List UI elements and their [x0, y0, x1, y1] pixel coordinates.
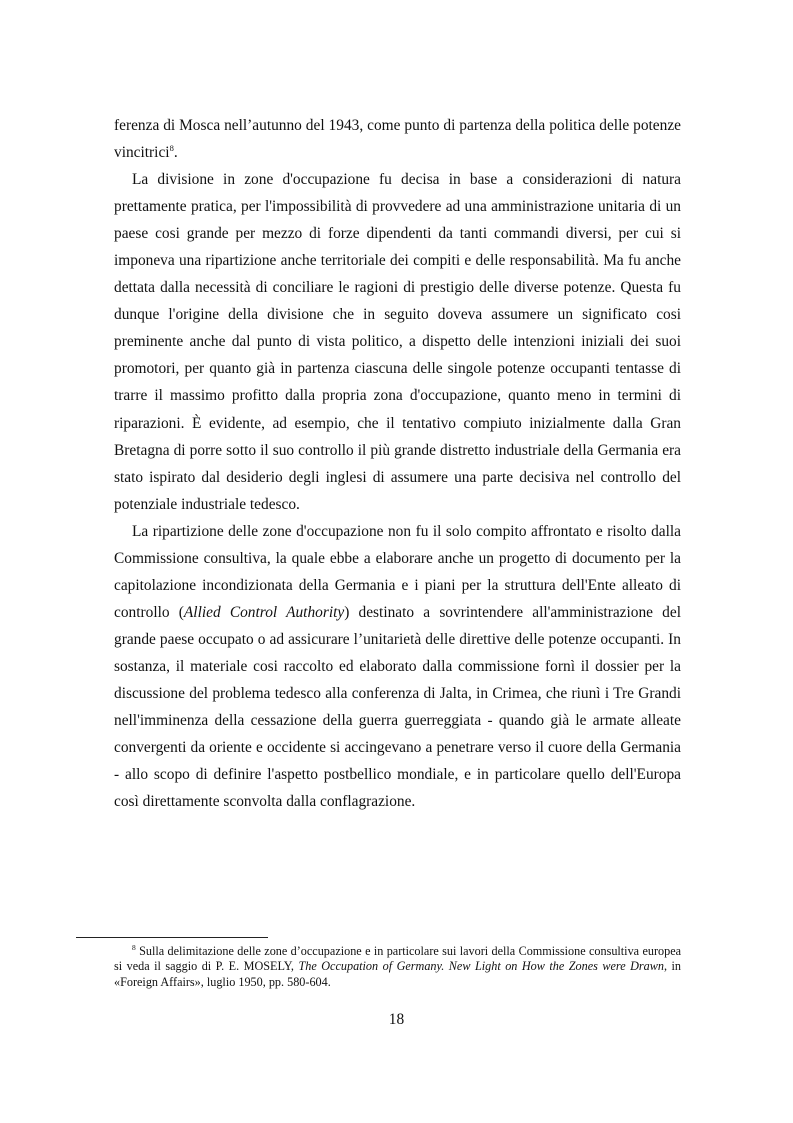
footnote-reference[interactable]: 8	[169, 143, 174, 154]
footnote-separator	[76, 937, 268, 938]
footnote-text-start: Sulla delimitazione delle zone d’occupazione e in particolare sui lavori della Commissione consultiva europea si veda il saggio di P. E. MOSELY,	[114, 944, 682, 974]
paragraph-1-text: ferenza di Mosca nell’autunno del 1943, come punto di partenza della politica delle potenze vincitrici	[114, 117, 681, 162]
footnote	[114, 944, 681, 990]
paragraph-3-text-end: ) destinato a sovrintendere all'amministrazione del grande paese occupato o ad assicurare l’unitarietà delle direttive delle potenze occupanti. In sostanza, il materiale cosi raccolto ed elaborato dalla commissione fornì il dossier per la discussione del problema tedesco alla conferenza di Jalta, in Crimea, che riunì i Tre Grandi nell'imminenza della cessazione della guerra guerreggiata - quando già le armate alleate convergenti da oriente e occidente si accingevano a penetrare verso il cuore della Germania - allo scopo di definire l'aspetto postbellico mondiale, e in particolare quello dell'Europa così direttamente sconvolta dalla conflagrazione.	[114, 603, 681, 811]
paragraph-1-end: .	[173, 144, 178, 162]
page-number: 18	[388, 1011, 405, 1028]
paragraph-3-italic-term: Allied Control Authority	[183, 603, 345, 621]
paragraph-2: La divisione in zone d'occupazione fu decisa in base a considerazioni di natura prettamente pratica, per l'impossibilità di provvedere ad una amministrazione unitaria di un paese cosi grande per mezzo di forze dipendenti da tanti commandi diversi, per cui si imponeva una ripartizione anche territoriale dei compiti e delle responsabilità. Ma fu anche dettata dalla necessità di conciliare le ragioni di prestigio delle diverse potenze. Questa fu dunque l'origine della divisione che in seguito doveva assumere un significato cosi preminente anche dal punto di vista politico, a dispetto delle intenzioni iniziali dei suoi promotori, per quanto già in partenza ciascuna delle singole potenze occupanti tentasse di trarre il massimo profitto dalla propria zona d'occupazione, quanto meno in termini di riparazioni. È evidente, ad esempio, che il tentativo compiuto inizialmente dalla Gran Bretagna di porre sotto il suo controllo il più grande distretto industriale della Germania era stato ispirato dal desiderio degli inglesi di assumere una parte decisiva nel controllo del potenziale industriale tedesco.	[114, 171, 681, 513]
footnote-title: The Occupation of Germany. New Light on How the Zones were Drawn	[298, 959, 664, 974]
paragraph-3	[114, 518, 681, 816]
paragraph-1	[114, 112, 681, 166]
paragraph-3-text-start: La ripartizione delle zone d'occupazione non fu il solo compito affrontato e risolto dalla Commissione consultiva, la quale ebbe a elaborare anche un progetto di documento per la capitolazione incondizionata della Germania e i piani per la struttura dell'Ente alleato di controllo (	[114, 522, 681, 621]
footnote-text-end: , in «Foreign Affairs», luglio 1950, pp. 580-604.	[114, 959, 682, 989]
footnote-number: 8	[132, 943, 136, 952]
body-text	[114, 112, 681, 815]
